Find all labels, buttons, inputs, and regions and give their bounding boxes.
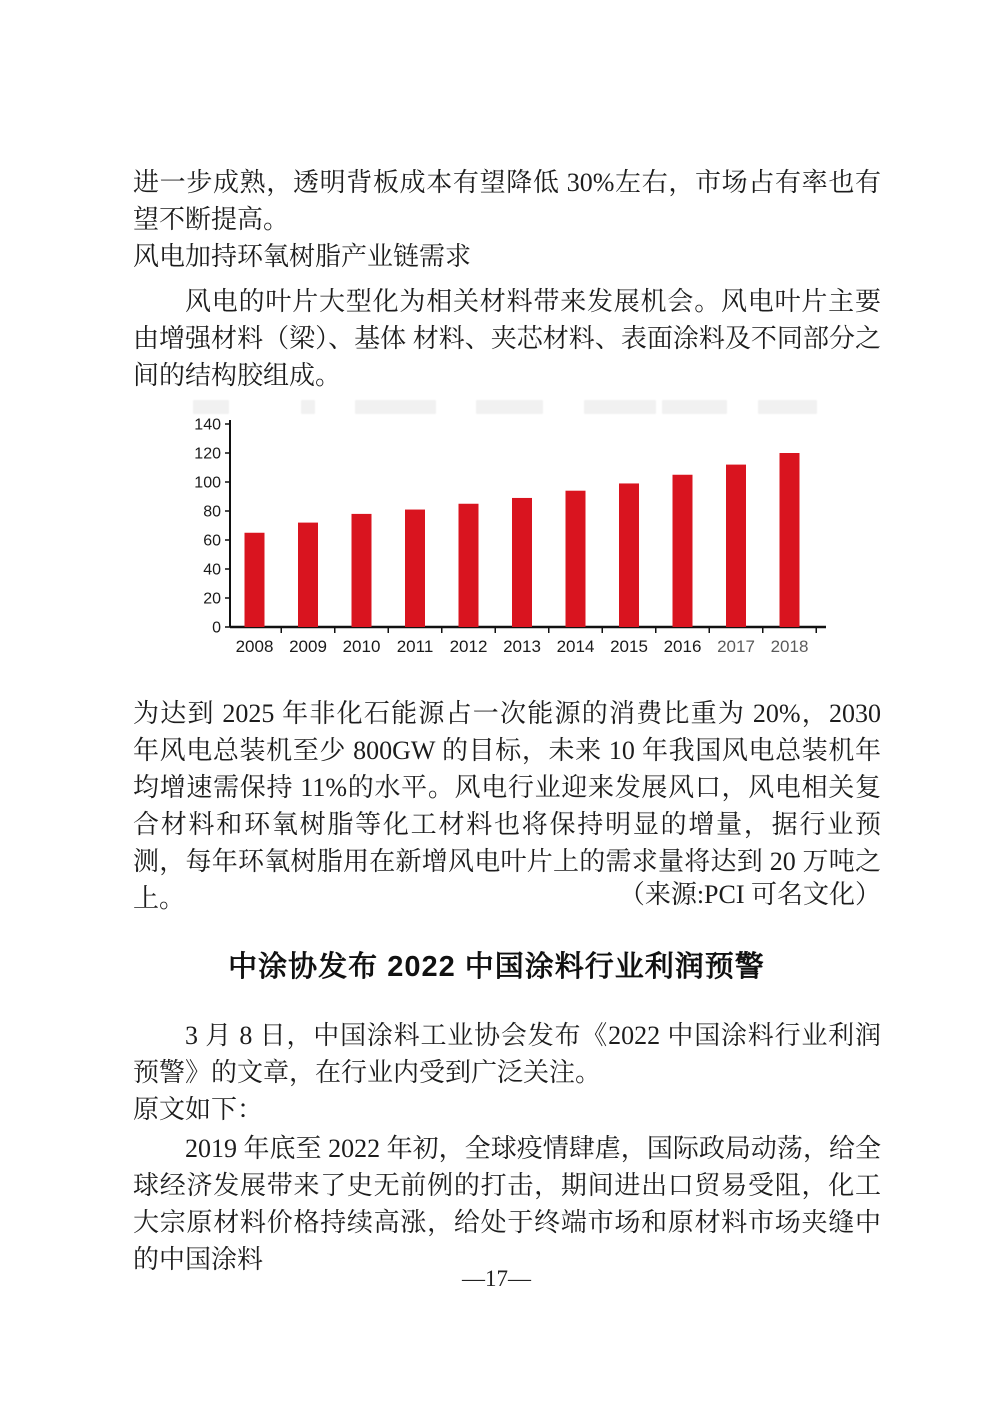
bar-2018 (780, 453, 800, 627)
bar-2012 (459, 504, 479, 627)
announcement-block (133, 1017, 881, 1128)
x-label-2009: 2009 (289, 637, 327, 656)
x-label-2011: 2011 (396, 637, 434, 656)
x-label-2013: 2013 (503, 637, 541, 656)
bar-2015 (619, 483, 639, 627)
paragraph-wind-target: 为达到 2025 年非化石能源占一次能源的消费比重为 20%，2030 年风电总装机至少 800GW 的目标，未来 10 年我国风电总装机年均增速需保持 11%的水平。风电行业迎来发展风口，风电相关复合材料和环氧树脂等化工材料也将保持明显的增量，据行业预测，每年环氧树脂用在新增风电叶片上的需求量将达到 20 万吨之上。 (133, 699, 881, 913)
bar-2010 (352, 514, 372, 627)
blade-materials-block (133, 283, 881, 394)
intro-text-block (133, 164, 881, 275)
x-label-2015: 2015 (610, 637, 648, 656)
wind-capacity-bar-chart (186, 396, 846, 686)
y-label-120: 120 (194, 445, 221, 463)
paragraph-blade-materials: 风电的叶片大型化为相关材料带来发展机会。风电叶片主要由增强材料（梁）、基体 材料、夹芯材料、表面涂料及不同部分之间的结构胶组成。 (133, 287, 881, 390)
x-label-2010: 2010 (342, 637, 381, 656)
paragraph-backsheet-cost: 进一步成熟，透明背板成本有望降低 30%左右，市场占有率也有望不断提高。 (133, 168, 881, 234)
bar-2008 (245, 533, 265, 627)
bar-2013 (512, 498, 532, 627)
y-label-80: 80 (203, 503, 221, 521)
article-heading: 中涂协发布 2022 中国涂料行业利润预警 (228, 951, 765, 983)
y-label-60: 60 (203, 532, 221, 550)
subheading-wind-epoxy-demand: 风电加持环氧树脂产业链需求 (133, 242, 472, 271)
paragraph-original-text-label: 原文如下： (133, 1095, 264, 1124)
bar-2017 (726, 465, 746, 627)
y-label-40: 40 (203, 561, 221, 579)
y-label-100: 100 (194, 474, 221, 492)
source-note: （来源:PCI 可名文化） (618, 880, 881, 909)
x-label-2016: 2016 (663, 637, 702, 656)
bar-2009 (298, 523, 318, 627)
x-label-2018: 2018 (770, 637, 809, 656)
bar-2011 (405, 510, 425, 627)
bar-chart-svg (186, 396, 846, 686)
pandemic-impact-block (133, 1130, 881, 1278)
paragraph-announcement: 3 月 8 日，中国涂料工业协会发布《2022 中国涂料行业利润预警》的文章，在行业内受到广泛关注。 (133, 1021, 881, 1087)
x-label-2017: 2017 (717, 637, 755, 656)
y-label-20: 20 (203, 590, 221, 608)
x-label-2012: 2012 (449, 637, 488, 656)
x-label-2008: 2008 (235, 637, 274, 656)
bar-2014 (566, 491, 586, 627)
y-label-140: 140 (194, 416, 221, 434)
y-label-0: 0 (212, 619, 221, 637)
page-number: —17— (462, 1266, 531, 1291)
paragraph-pandemic-impact: 2019 年底至 2022 年初，全球疫情肆虐，国际政局动荡，给全球经济发展带来了史无前例的打击，期间进出口贸易受阻，化工大宗原材料价格持续高涨，给处于终端市场和原材料市场夹缝中的中国涂料 (133, 1134, 881, 1274)
bar-2016 (673, 475, 693, 627)
x-label-2014: 2014 (556, 637, 595, 656)
